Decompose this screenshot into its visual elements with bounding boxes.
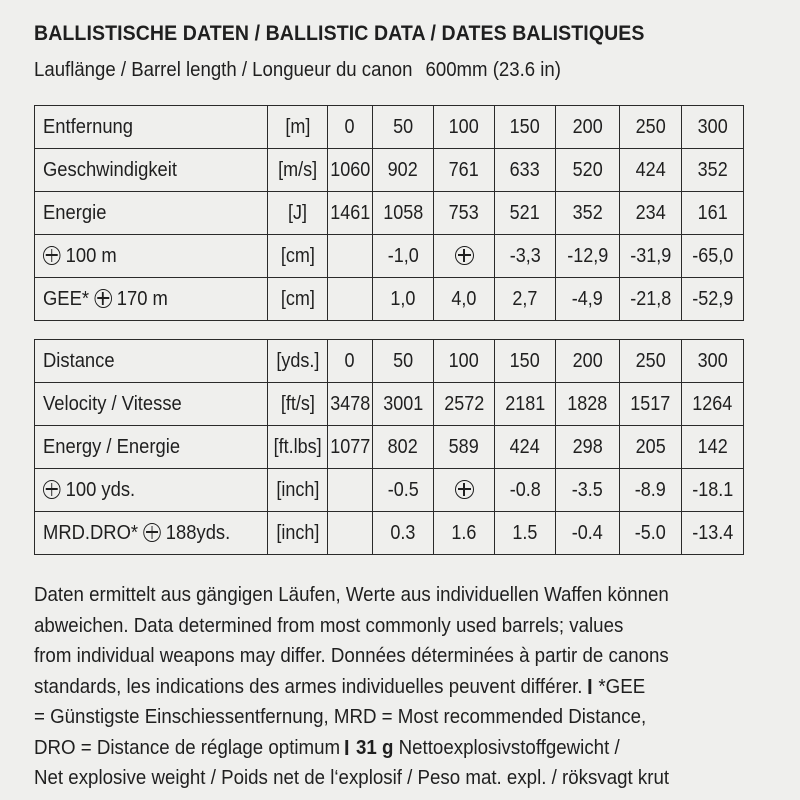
cell-value: 100 [448,349,480,372]
metric-ballistics-table [34,105,744,321]
cell-value: -3.5 [571,478,604,501]
cell-value: 1.5 [512,521,538,544]
separator-bar [588,679,591,694]
table-cell [682,149,744,192]
row-unit [268,278,328,321]
cell-value: 50 [392,115,414,138]
table-cell [328,512,373,555]
table-cell [682,235,744,278]
cell-value: 3478 [330,392,371,415]
table-row [35,383,744,426]
cell-value: 424 [509,435,541,458]
row-unit-text: [ft/s] [280,392,315,415]
table-row [35,426,744,469]
table-cell [620,340,682,383]
cell-value: 161 [697,201,728,224]
cell-value: -52,9 [691,287,734,310]
row-unit-text: [m] [284,115,311,138]
cell-value: 424 [635,158,666,181]
table-cell [328,192,373,235]
table-cell [434,106,495,149]
table-cell [495,426,556,469]
row-label-prefix: MRD.DRO* [43,521,139,544]
table-cell [434,383,495,426]
row-unit [268,235,328,278]
table-cell [556,383,620,426]
cell-value: 1,0 [390,287,416,310]
table-row [35,340,744,383]
cell-value: 1828 [567,392,608,415]
row-label-prefix: GEE* [43,287,90,310]
table-cell [434,235,495,278]
cell-value: 521 [509,201,541,224]
table-cell [682,383,744,426]
cell-value: -0.8 [509,478,541,501]
table-cell [682,192,744,235]
table-cell [328,340,373,383]
table-cell [682,340,744,383]
footnote-text: standards, les indications des armes individuelles peuvent différer. [34,675,583,698]
cell-value: 1060 [330,158,371,181]
cell-value: 753 [448,201,480,224]
table-cell [373,192,434,235]
table-cell [434,192,495,235]
cell-value: 520 [572,158,603,181]
table-cell [556,278,620,321]
table-cell [434,340,495,383]
cell-value: 633 [509,158,541,181]
table-cell [434,149,495,192]
table-row [35,235,744,278]
footnote-text: DRO = Distance de réglage optimum [34,736,341,759]
cell-value: 352 [572,201,603,224]
row-label-text: 100 m [65,244,117,267]
cell-value: -31,9 [629,244,672,267]
table-cell [556,512,620,555]
table-row [35,512,744,555]
cell-value: 150 [509,349,541,372]
footnote-line: Net explosive weight / Poids net de l‘explosif / Peso mat. expl. / röksvagt krut [34,767,670,789]
table-cell [682,278,744,321]
cell-value: 4,0 [451,287,477,310]
table-cell [556,469,620,512]
cell-value: 50 [392,349,414,372]
crosshair-zero-icon [143,523,160,542]
cell-value: 0.3 [390,521,416,544]
table-cell [495,278,556,321]
cell-value: 298 [572,435,603,458]
footnote-line: from individual weapons may differ. Données déterminées à partir de canons [34,645,669,667]
table-cell [620,426,682,469]
table-cell [328,235,373,278]
cell-value: 1461 [330,201,371,224]
cell-value: 802 [387,435,419,458]
table-cell [556,426,620,469]
table-cell [328,106,373,149]
cell-value: 250 [635,115,666,138]
cell-value: 100 [448,115,480,138]
crosshair-zero-icon [43,246,60,265]
table-cell [620,235,682,278]
separator-bar [346,740,349,755]
table-cell [373,469,434,512]
table-cell [495,469,556,512]
table-cell [495,512,556,555]
row-unit-text: [yds.] [275,349,320,372]
row-label-text: Entfernung [43,115,134,138]
table-cell [328,469,373,512]
crosshair-zero-icon [43,480,60,499]
footnote-gee: *GEE [598,675,646,698]
row-unit [268,512,328,555]
cell-value: -21,8 [629,287,672,310]
row-label [35,278,268,321]
ballistic-data-title: BALLISTISCHE DATEN / BALLISTIC DATA / DATES BALISTIQUES [34,22,645,45]
table-row [35,278,744,321]
row-label [35,149,268,192]
cell-value: 200 [572,115,603,138]
row-unit-text: [inch] [275,521,320,544]
row-label [35,512,268,555]
cell-value: 2,7 [512,287,538,310]
row-label-text: Distance [43,349,115,372]
cell-value: 902 [387,158,419,181]
row-unit-text: [cm] [280,244,315,267]
table-row [35,192,744,235]
cell-value: -65,0 [691,244,734,267]
table-cell [620,106,682,149]
row-label-text: Geschwindigkeit [43,158,177,181]
table-cell [682,469,744,512]
table-cell [620,192,682,235]
table-cell [373,278,434,321]
cell-value: 761 [448,158,480,181]
row-label-text: Energy / Energie [43,435,181,458]
cell-value: 1264 [692,392,733,415]
table-cell [495,192,556,235]
cell-value: -0.5 [387,478,419,501]
table-row [35,149,744,192]
barrel-length-value: 600mm (23.6 in) [425,59,561,81]
table-cell [556,340,620,383]
footnotes [34,580,763,794]
cell-value: -8.9 [634,478,667,501]
table-cell [620,512,682,555]
row-unit [268,426,328,469]
row-unit-text: [ft.lbs] [273,435,322,458]
cell-value: 2572 [443,392,485,415]
table-cell [495,235,556,278]
table-cell [682,512,744,555]
cell-value: -13.4 [691,521,734,544]
table-cell [434,469,495,512]
table-cell [328,383,373,426]
table-cell [434,278,495,321]
cell-value: 205 [635,435,666,458]
table-cell [373,383,434,426]
row-unit [268,192,328,235]
table-cell [620,469,682,512]
crosshair-zero-icon [455,480,474,499]
cell-value: 1077 [330,435,371,458]
crosshair-zero-icon [94,289,111,308]
cell-value: 234 [635,201,666,224]
cell-value: -1,0 [387,244,419,267]
table-cell [373,426,434,469]
cell-value: 150 [509,115,541,138]
table-cell [373,512,434,555]
table-cell [495,340,556,383]
table-cell [328,278,373,321]
explosive-weight-value: 31 g [355,736,394,759]
table-cell [495,149,556,192]
row-label [35,235,268,278]
table-cell [620,383,682,426]
cell-value: 352 [697,158,728,181]
cell-value: 250 [635,349,666,372]
footnote-line: = Günstigste Einschiessentfernung, MRD = Most recommended Distance, [34,706,647,728]
table-row [35,469,744,512]
table-cell [373,340,434,383]
row-unit-text: [cm] [280,287,315,310]
table-cell [373,106,434,149]
table-cell [682,426,744,469]
row-unit [268,469,328,512]
crosshair-zero-icon [455,246,474,265]
row-label-text: 100 yds. [65,478,136,501]
cell-value: 1517 [630,392,671,415]
table-cell [495,383,556,426]
table-cell [682,106,744,149]
row-label [35,426,268,469]
cell-value: 0 [344,115,356,138]
row-label [35,340,268,383]
table-cell [556,192,620,235]
row-label-text: 188yds. [165,521,231,544]
row-unit-text: [m/s] [277,158,318,181]
cell-value: -12,9 [566,244,609,267]
cell-value: -18.1 [691,478,734,501]
footnote-line [34,733,763,764]
row-unit-text: [J] [287,201,308,224]
row-unit [268,383,328,426]
row-label [35,383,268,426]
cell-value: -5.0 [634,521,667,544]
table-cell [328,149,373,192]
table-row [35,106,744,149]
footnote-line [34,672,763,703]
row-label-text: 170 m [116,287,168,310]
cell-value: -0.4 [571,521,604,544]
imperial-ballistics-table [34,339,744,555]
row-label [35,106,268,149]
table-cell [328,426,373,469]
row-unit-text: [inch] [275,478,320,501]
table-cell [556,106,620,149]
table-cell [434,426,495,469]
barrel-length-label: Lauflänge / Barrel length / Longueur du canon [34,59,413,81]
cell-value: -4,9 [571,287,604,310]
table-cell [373,149,434,192]
cell-value: 300 [697,115,728,138]
cell-value: -3,3 [509,244,541,267]
footnote-line: Daten ermittelt aus gängigen Läufen, Werte aus individuellen Waffen können [34,584,669,606]
footnote-line: abweichen. Data determined from most commonly used barrels; values [34,614,624,637]
row-label [35,469,268,512]
table-cell [373,235,434,278]
cell-value: 3001 [382,392,424,415]
row-unit [268,340,328,383]
row-unit [268,149,328,192]
table-cell [495,106,556,149]
footnote-text: Nettoexplosivstoffgewicht / [398,736,620,759]
row-unit [268,106,328,149]
cell-value: 1058 [382,201,424,224]
row-label-text: Velocity / Vitesse [43,392,182,415]
cell-value: 142 [697,435,728,458]
cell-value: 0 [344,349,356,372]
table-cell [556,149,620,192]
table-cell [434,512,495,555]
cell-value: 200 [572,349,603,372]
cell-value: 1.6 [451,521,477,544]
table-cell [620,278,682,321]
table-cell [620,149,682,192]
cell-value: 589 [448,435,480,458]
cell-value: 300 [697,349,728,372]
cell-value: 2181 [504,392,546,415]
barrel-length-line [34,59,561,82]
row-label-text: Energie [43,201,107,224]
table-cell [556,235,620,278]
row-label [35,192,268,235]
